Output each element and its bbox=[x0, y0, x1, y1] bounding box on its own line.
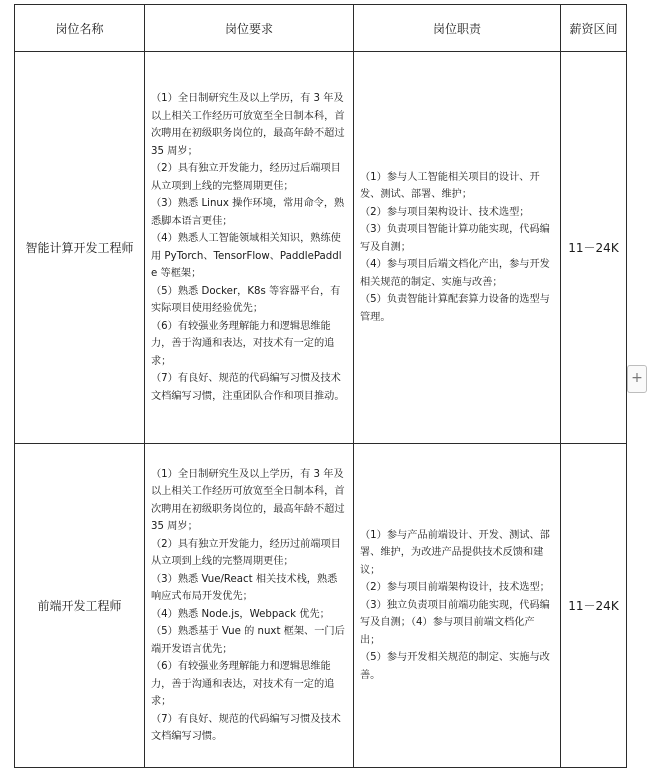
salary-cell: 11－24K bbox=[561, 444, 627, 768]
duty-item: （2）参与项目架构设计、技术选型； bbox=[360, 206, 530, 218]
position-name-cell: 前端开发工程师 bbox=[15, 444, 145, 768]
add-row-button[interactable]: + bbox=[627, 365, 647, 393]
duty-item: （2）参与项目前端架构设计，技术选型； bbox=[360, 582, 550, 594]
job-table bbox=[14, 4, 627, 768]
requirement-item: （2）具有独立开发能力，经历过后端项目从立项到上线的完整周期更佳； bbox=[151, 163, 341, 192]
requirements-cell bbox=[145, 52, 354, 444]
position-name-cell: 智能计算开发工程师 bbox=[15, 52, 145, 444]
table-row bbox=[15, 444, 627, 768]
requirement-item: （7）有良好、规范的代码编写习惯及技术文档编写习惯。 bbox=[151, 713, 341, 742]
header-duties: 岗位职责 bbox=[354, 5, 561, 52]
duties-cell bbox=[354, 52, 561, 444]
duty-item: （5）参与开发相关规范的制定、实施与改善。 bbox=[360, 652, 550, 681]
requirement-item: （3）熟悉 Vue/React 相关技术栈，熟悉响应式布局开发优先； bbox=[151, 573, 338, 602]
header-requirements: 岗位要求 bbox=[145, 5, 354, 52]
header-salary: 薪资区间 bbox=[561, 5, 627, 52]
requirement-item: （4）熟悉 Node.js，Webpack 优先； bbox=[151, 608, 330, 620]
requirement-item: （6）有较强业务理解能力和逻辑思维能力，善于沟通和表达，对技术有一定的追求； bbox=[151, 320, 335, 367]
table-row bbox=[15, 52, 627, 444]
requirement-item: （1）全日制研究生及以上学历，有 3 年及以上相关工作经历可放宽至全日制本科，首次聘用在初级职务岗位的，最高年龄不超过 35 周岁； bbox=[151, 468, 345, 532]
header-position-name: 岗位名称 bbox=[15, 5, 145, 52]
salary-cell: 11－24K bbox=[561, 52, 627, 444]
requirement-item: （1）全日制研究生及以上学历，有 3 年及以上相关工作经历可放宽至全日制本科，首次聘用在初级职务岗位的，最高年龄不超过 35 周岁； bbox=[151, 93, 345, 157]
duty-item: （1）参与产品前端设计、开发、测试、部署、维护，为改进产品提供技术反馈和建议； bbox=[360, 529, 550, 576]
duty-item: （1）参与人工智能相关项目的设计、开发、测试、部署、维护； bbox=[360, 171, 540, 201]
duty-item: （5）负责智能计算配套算力设备的选型与管理。 bbox=[360, 294, 550, 323]
duty-item: （4）参与项目后端文档化产出，参与开发相关规范的制定、实施与改善； bbox=[360, 259, 550, 288]
requirement-item: （3）熟悉 Linux 操作环境，常用命令，熟悉脚本语言更佳； bbox=[151, 198, 345, 227]
requirement-item: （5）熟悉 Docker，K8s 等容器平台，有实际项目使用经验优先； bbox=[151, 285, 341, 314]
requirement-item: （4）熟悉人工智能领域相关知识，熟练使用 PyTorch、TensorFlow、PaddlePaddle 等框架； bbox=[151, 233, 342, 279]
duty-item: （3）独立负责项目前端功能实现，代码编写及自测；（4）参与项目前端文档化产出； bbox=[360, 599, 550, 646]
table-header-row bbox=[15, 5, 627, 52]
duties-cell bbox=[354, 444, 561, 768]
requirement-item: （5）熟悉基于 Vue 的 nuxt 框架、一门后端开发语言优先； bbox=[151, 626, 345, 655]
requirement-item: （6）有较强业务理解能力和逻辑思维能力，善于沟通和表达，对技术有一定的追求； bbox=[151, 661, 335, 707]
requirement-item: （7）有良好、规范的代码编写习惯及技术文档编写习惯，注重团队合作和项目推动。 bbox=[151, 373, 345, 402]
duty-item: （3）负责项目智能计算功能实现，代码编写及自测； bbox=[360, 224, 550, 253]
requirements-cell bbox=[145, 444, 354, 768]
requirement-item: （2）具有独立开发能力，经历过前端项目从立项到上线的完整周期更佳； bbox=[151, 538, 341, 567]
